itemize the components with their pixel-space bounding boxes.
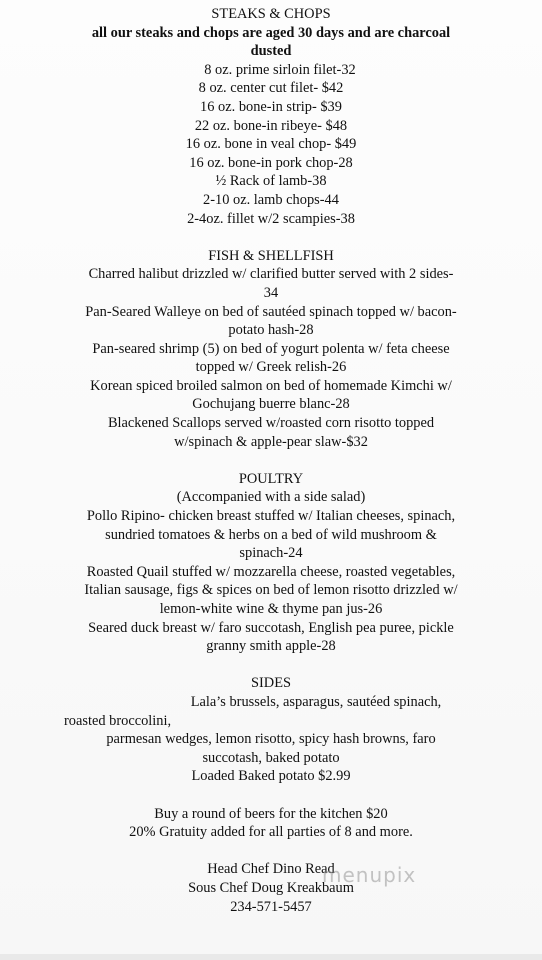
menu-line: Gochujang buerre blanc-28 [192,396,350,413]
menu-line: Loaded Baked potato $2.99 [191,768,351,785]
menu-line: Blackened Scallops served w/roasted corn risotto topped [107,415,435,432]
note-beers: Buy a round of beers for the kitchen $20 [154,805,388,822]
menu-line: sundried tomatoes & herbs on a bed of wild mushroom & [105,526,437,543]
head-chef: Head Chef Dino Read [207,861,335,878]
menu-line: Pollo Ripino- chicken breast stuffed w/ Italian cheeses, spinach, [86,508,456,525]
menu-line: (Accompanied with a side salad) [176,489,366,506]
menu-item: 16 oz. bone-in pork chop-28 [189,154,353,171]
steaks-heading: STEAKS & CHOPS [211,6,331,22]
menu-line: topped w/ Greek relish-26 [195,359,347,376]
menu-line: Roasted Quail stuffed w/ mozzarella cheese, roasted vegetables, [86,563,456,580]
menu-line: potato hash-28 [228,322,314,339]
menu-line: lemon-white wine & thyme pan jus-26 [159,601,383,617]
menu-line: succotash, baked potato [202,749,340,766]
menu-item: ½ Rack of lamb-38 [215,173,327,190]
menu-line: parmesan wedges, lemon risotto, spicy hash browns, faro [106,731,436,748]
fish-heading: FISH & SHELLFISH [208,247,334,264]
bottom-edge [0,954,542,960]
menu-line: w/spinach & apple-pear slaw-$32 [174,433,368,450]
menu-line: Charred halibut drizzled w/ clarified butter served with 2 sides- [88,266,454,283]
menu-item: 16 oz. bone-in strip- $39 [200,98,342,115]
menu-line: roasted broccolini, [64,712,172,729]
menu-item: 22 oz. bone-in ribeye- $48 [194,117,348,134]
menu-line: Pan-Seared Walleye on bed of sautéed spinach topped w/ bacon- [85,303,457,320]
menu-line: Korean spiced broiled salmon on bed of homemade Kimchi w/ [90,377,452,394]
steaks-note-line-2: dusted [250,43,292,60]
watermark-logo: menupix [322,863,417,887]
steaks-note-line-1: all our steaks and chops are aged 30 days and are charcoal [91,24,451,41]
menu-line: 34 [263,284,279,301]
menu-item: 2-10 oz. lamb chops-44 [203,191,339,208]
menu-item: 8 oz. center cut filet- $42 [198,80,344,97]
menu-item: 16 oz. bone in veal chop- $49 [185,136,357,153]
menu-line: Pan-seared shrimp (5) on bed of yogurt polenta w/ feta cheese [92,340,450,357]
menu-line: Lala’s brussels, asparagus, sautéed spinach, [190,693,442,710]
menu-line: granny smith apple-28 [206,638,336,655]
menu-line: Seared duck breast w/ faro succotash, English pea puree, pickle [88,619,454,636]
menu-line: Italian sausage, figs & spices on bed of lemon risotto drizzled w/ [84,582,458,599]
menu-item: 8 oz. prime sirloin filet-32 [204,61,356,78]
poultry-heading: POULTRY [238,470,304,487]
note-gratuity: 20% Gratuity added for all parties of 8 and more. [129,824,413,841]
sous-chef: Sous Chef Doug Kreakbaum [188,879,354,896]
sides-heading: SIDES [251,675,291,692]
phone-number: 234-571-5457 [230,898,312,915]
menu-item: 2-4oz. fillet w/2 scampies-38 [187,210,355,227]
menu-line: spinach-24 [239,545,303,562]
menu-text [0,5,542,916]
